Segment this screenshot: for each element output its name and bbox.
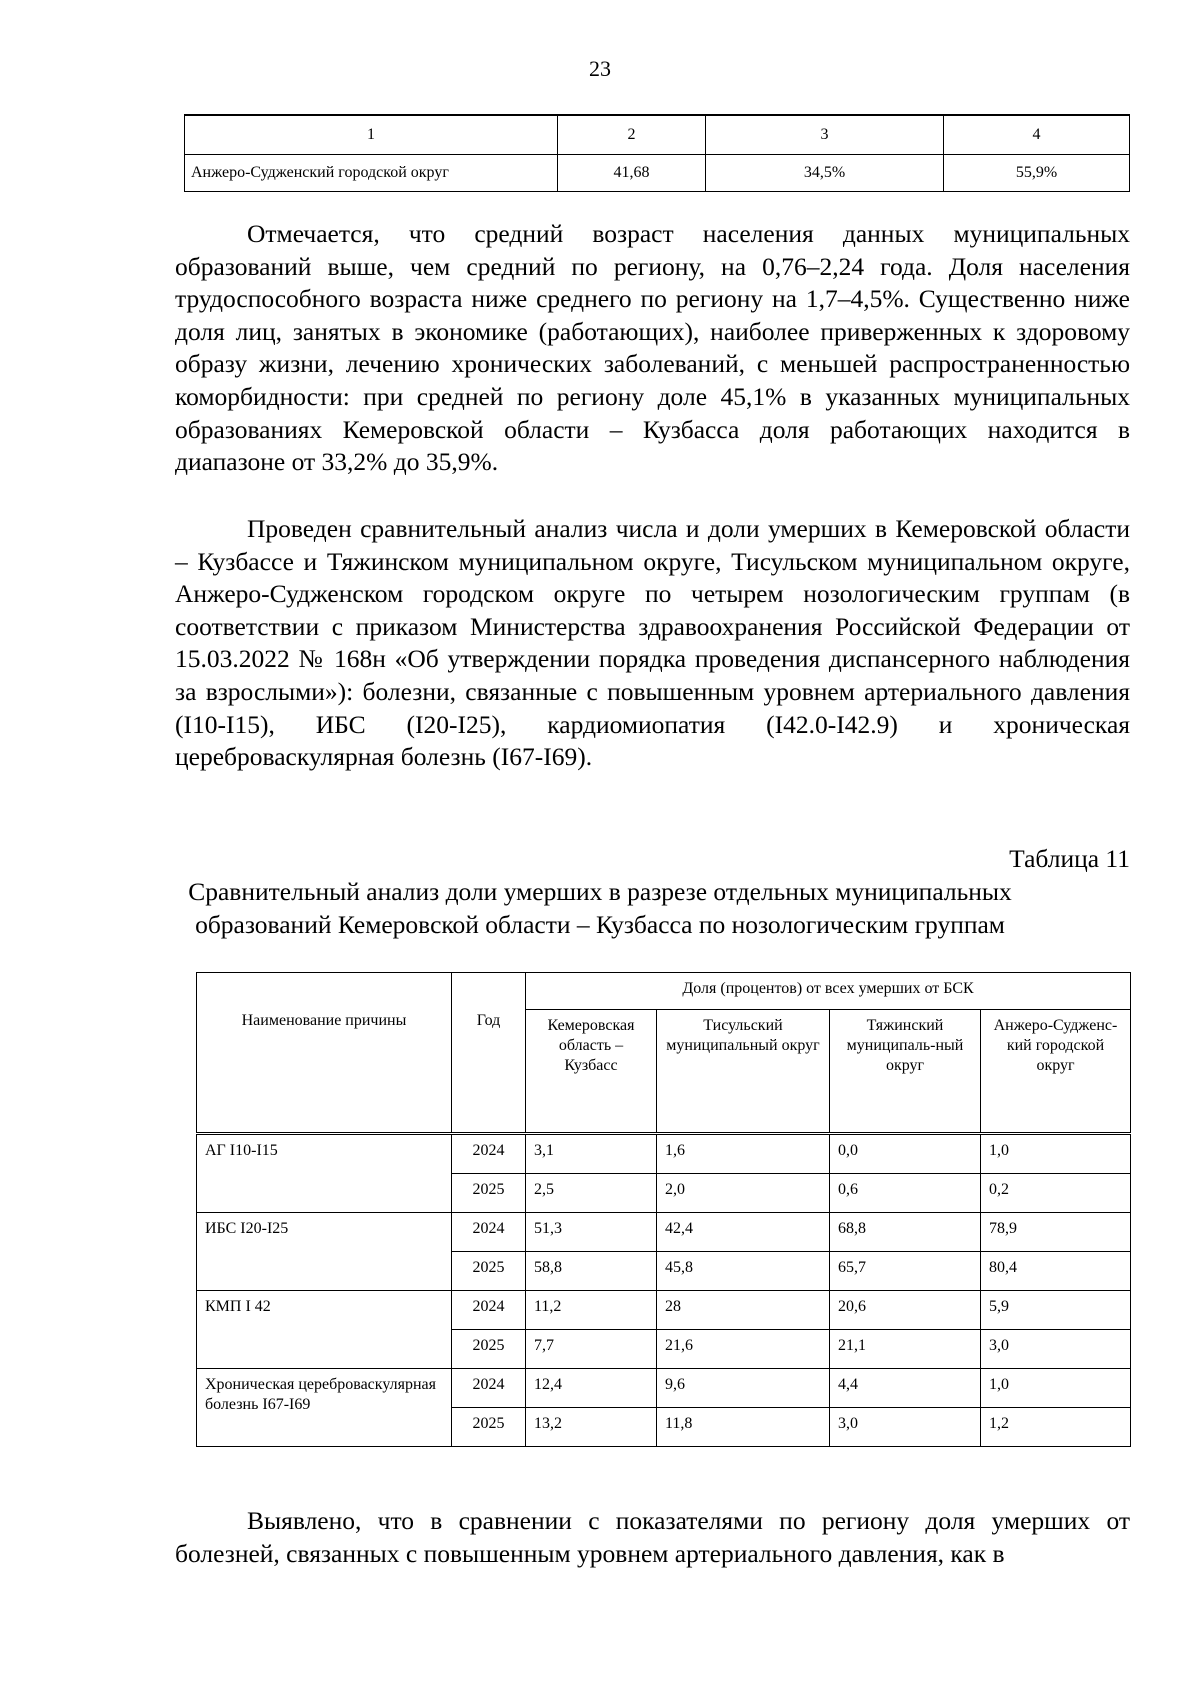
table-label: Таблица 11 (1009, 844, 1130, 873)
region-name-cell: Анжеро-Судженский городской округ (185, 155, 558, 192)
year-cell: 2025 (452, 1252, 526, 1291)
table-row (197, 1134, 1131, 1174)
table-cell: 2,5 (526, 1174, 657, 1213)
cause-name-cell: КМП I 42 (197, 1291, 452, 1369)
year-cell: 2025 (452, 1408, 526, 1447)
table-title: Сравнительный анализ доли умерших в разрезе отдельных муниципальных образований Кемеровской области – Кузбасса по нозологическим группам (188, 877, 1012, 939)
table-cell: 45,8 (657, 1252, 830, 1291)
table-cell: 80,4 (981, 1252, 1131, 1291)
table-cell: 7,7 (526, 1330, 657, 1369)
table-cell: 20,6 (830, 1291, 981, 1330)
table-cell: 5,9 (981, 1291, 1131, 1330)
table-cell: 58,8 (526, 1252, 657, 1291)
table-cell: 65,7 (830, 1252, 981, 1291)
header-share: Доля (процентов) от всех умерших от БСК (526, 973, 1131, 1010)
table-cell: 1,0 (981, 1134, 1131, 1174)
table-header-row (197, 973, 1131, 1010)
table-cell: 34,5% (706, 155, 944, 192)
header-region: Анжеро-Судженс-кий городской округ (981, 1010, 1131, 1134)
header-cause: Наименование причины (197, 973, 452, 1134)
header-region: Кемеровская область – Кузбасс (526, 1010, 657, 1134)
table-cell: 68,8 (830, 1213, 981, 1252)
table-cell: 21,1 (830, 1330, 981, 1369)
table-cell: 9,6 (657, 1369, 830, 1408)
table-cell: 1,2 (981, 1408, 1131, 1447)
paragraph-comparative-analysis: Проведен сравнительный анализ числа и доли умерших в Кемеровской области – Кузбассе и Тяжинском муниципальном округе, Тисульском муниципальном округе, Анжеро-Судженском городском округе по четырем нозологическим группам (в соответствии с приказом Министерства здравоохранения Российской Федерации от 15.03.2022 № 168н «Об утверждении порядка проведения диспансерного наблюдения за взрослыми»): болезни, связанные с повышенным уровнем артериального давления (I10-I15), ИБС (I20-I25), кардиомиопатия (I42.0-I42.9) и хроническая цереброваскулярная болезнь (I67-I69). (175, 514, 1130, 772)
table-cell: 0,2 (981, 1174, 1131, 1213)
paragraph-findings: Выявлено, что в сравнении с показателями по региону доля умерших от болезней, связанных с повышенным уровнем артериального давления, как в (175, 1506, 1130, 1568)
table-cell: 51,3 (526, 1213, 657, 1252)
column-number-4: 4 (944, 115, 1130, 155)
year-cell: 2025 (452, 1174, 526, 1213)
table-cell: 4,4 (830, 1369, 981, 1408)
table-cell: 28 (657, 1291, 830, 1330)
table-cell: 11,8 (657, 1408, 830, 1447)
table-cell: 12,4 (526, 1369, 657, 1408)
table-cell: 21,6 (657, 1330, 830, 1369)
table-cell: 3,0 (830, 1408, 981, 1447)
paragraph-average-age: Отмечается, что средний возраст населения данных муниципальных образований выше, чем средний по региону, на 0,76–2,24 года. Доля населения трудоспособного возраста ниже среднего по региону на 1,7–4,5%. Существенно ниже доля лиц, занятых в экономике (работающих), наиболее приверженных к здоровому образу жизни, лечению хронических заболеваний, с меньшей распространенностью коморбидности: при средней по региону доле 45,1% в указанных муниципальных образованиях Кемеровской области – Кузбасса доля работающих находится в диапазоне от 33,2% до 35,9%. (175, 219, 1130, 477)
table-row (197, 1291, 1131, 1330)
table-header-row (185, 115, 1130, 155)
table-cell: 2,0 (657, 1174, 830, 1213)
table-cell: 11,2 (526, 1291, 657, 1330)
table-cell: 41,68 (558, 155, 706, 192)
cause-name-cell: Хроническая цереброваскулярная болезнь I67-I69 (197, 1369, 452, 1447)
year-cell: 2024 (452, 1213, 526, 1252)
table-cell: 13,2 (526, 1408, 657, 1447)
header-region: Тисульский муниципальный округ (657, 1010, 830, 1134)
table-cell: 3,1 (526, 1134, 657, 1174)
year-cell: 2025 (452, 1330, 526, 1369)
table-row (197, 1369, 1131, 1408)
table-cell: 1,0 (981, 1369, 1131, 1408)
table-cell: 3,0 (981, 1330, 1131, 1369)
cause-name-cell: АГ I10-I15 (197, 1134, 452, 1213)
year-cell: 2024 (452, 1369, 526, 1408)
continued-table (184, 114, 1130, 192)
table-cell: 1,6 (657, 1134, 830, 1174)
table-cell: 0,0 (830, 1134, 981, 1174)
table-row (197, 1213, 1131, 1252)
column-number-1: 1 (185, 115, 558, 155)
column-number-2: 2 (558, 115, 706, 155)
table-cell: 78,9 (981, 1213, 1131, 1252)
year-cell: 2024 (452, 1291, 526, 1330)
header-region: Тяжинский муниципаль-ный округ (830, 1010, 981, 1134)
table-row (185, 155, 1130, 192)
column-number-3: 3 (706, 115, 944, 155)
header-year: Год (452, 973, 526, 1134)
page-number: 23 (589, 56, 611, 81)
year-cell: 2024 (452, 1134, 526, 1174)
table-cell: 42,4 (657, 1213, 830, 1252)
cause-name-cell: ИБС I20-I25 (197, 1213, 452, 1291)
table-cell: 55,9% (944, 155, 1130, 192)
table-cell: 0,6 (830, 1174, 981, 1213)
mortality-table (196, 972, 1131, 1447)
